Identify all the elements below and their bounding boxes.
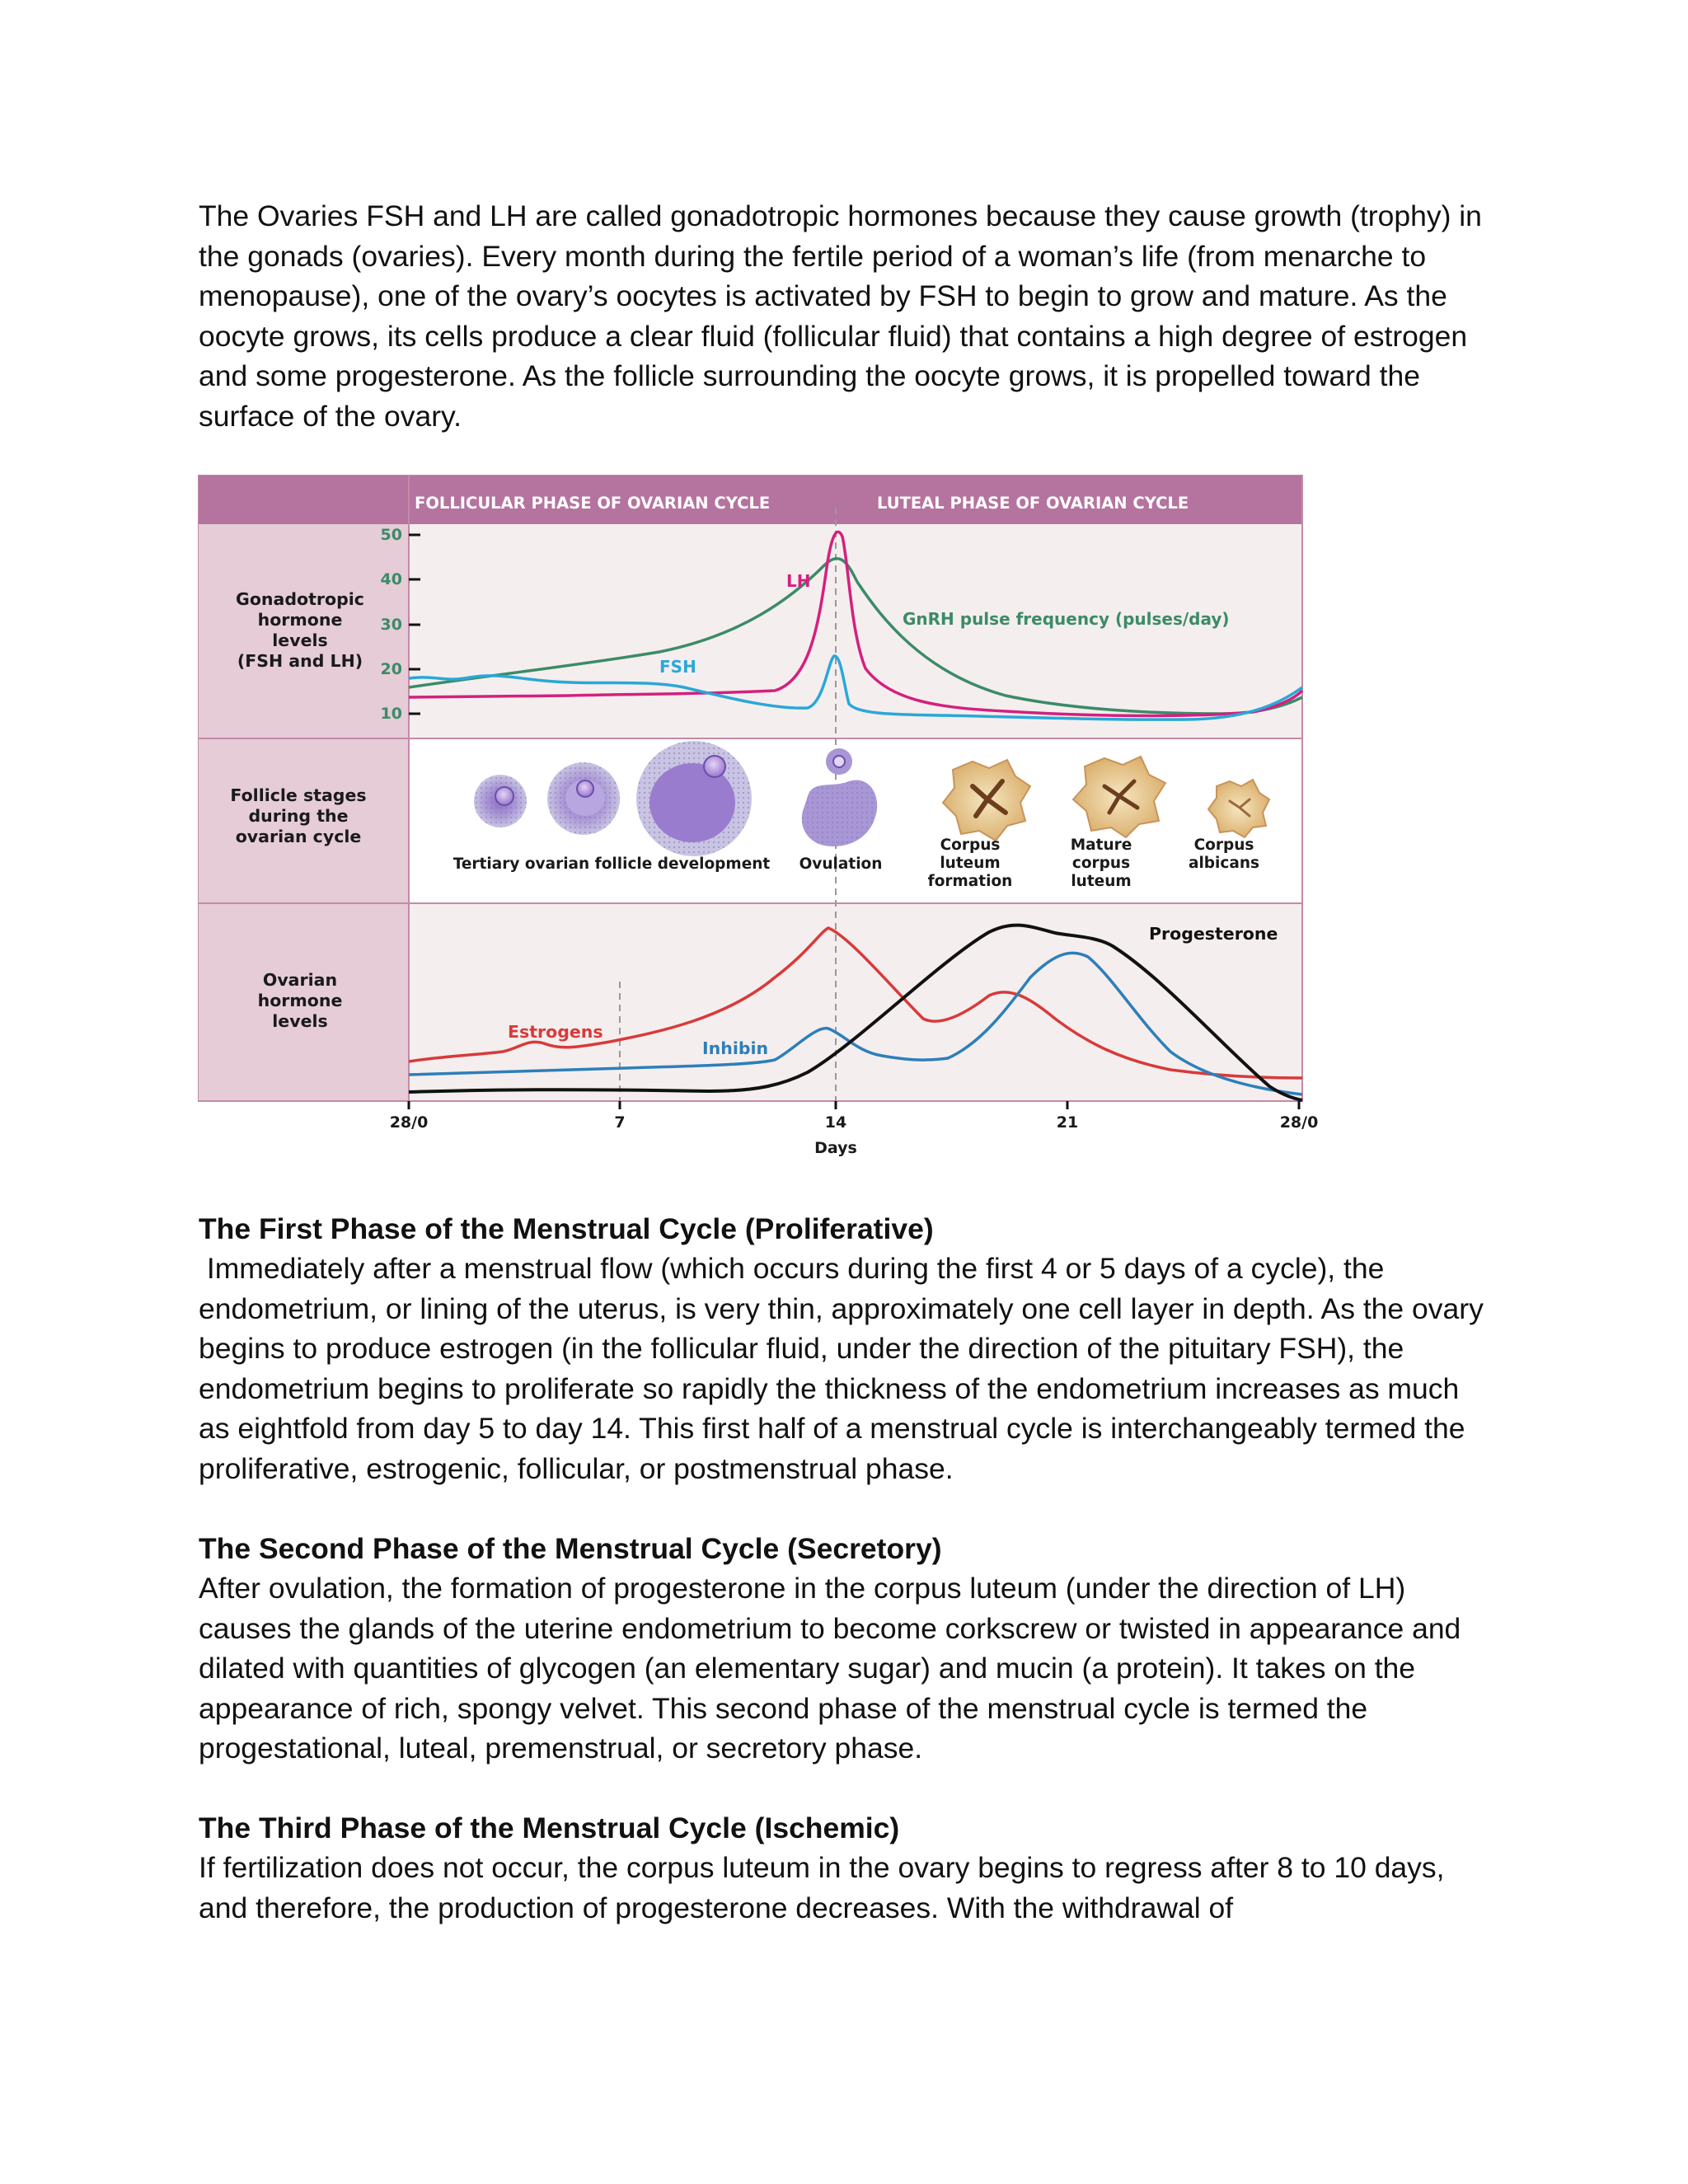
section-title: The First Phase of the Menstrual Cycle (Proliferative)	[199, 1212, 934, 1245]
section-title: The Third Phase of the Menstrual Cycle (Ischemic)	[199, 1811, 900, 1844]
section-body: If fertilization does not occur, the corpus luteum in the ovary begins to regress after 8 to 10 days, and therefore, the production of progesterone decreases. With the withdrawal of	[199, 1851, 1445, 1924]
corpus-luteum-formation-label-line: Corpus	[940, 837, 1001, 854]
section-title: The Second Phase of the Menstrual Cycle (Secretory)	[199, 1532, 942, 1565]
x-tick-label: 14	[824, 1113, 847, 1132]
y-tick-label: 30	[380, 616, 402, 634]
ovarian-label-line: hormone	[257, 991, 343, 1010]
follicular-phase-header: FOLLICULAR PHASE OF OVARIAN CYCLE	[415, 494, 771, 513]
gonadotropic-label-line: (FSH and LH)	[237, 651, 363, 671]
ovarian-label-line: levels	[272, 1011, 328, 1031]
ovarian-cycle-figure	[198, 475, 1335, 1167]
follicle-tertiary-illustration	[636, 741, 752, 856]
y-tick-label: 10	[380, 705, 402, 723]
section-body: Immediately after a menstrual flow (which occurs during the first 4 or 5 days of a cycle), the endometrium, or lining of the uterus, is very thin, approximately one cell layer in depth. As the ovary begins to produce estrogen (in the follicular fluid, under the direction of the pituitary FSH), the endometrium begins to proliferate so rapidly the thickness of the endometrium increases as much as eightfold from day 5 to day 14. This first half of a menstrual cycle is interchangeably termed the proliferative, estrogenic, follicular, or postmenstrual phase.	[199, 1252, 1492, 1485]
luteal-phase-header: LUTEAL PHASE OF OVARIAN CYCLE	[877, 494, 1189, 513]
corpus-luteum-formation-label-line: formation	[927, 873, 1013, 890]
inhibin-label: Inhibin	[702, 1038, 769, 1058]
x-axis-title: Days	[814, 1139, 857, 1157]
corpus-luteum-formation-label-line: luteum	[940, 855, 1001, 872]
y-tick-label: 20	[380, 660, 402, 678]
ovarian-cycle-diagram	[198, 475, 1335, 1167]
y-tick-label: 50	[380, 526, 402, 544]
x-tick-label: 28/0	[389, 1113, 429, 1132]
fsh-label: FSH	[659, 657, 696, 677]
progesterone-label: Progesterone	[1149, 924, 1278, 944]
x-tick-label: 7	[614, 1113, 626, 1132]
estrogens-label: Estrogens	[508, 1022, 603, 1042]
section-body: After ovulation, the formation of progesterone in the corpus luteum (under the direction of LH) causes the glands of the uterine endometrium to become corkscrew or twisted in appearance and dilated with quantities of glycogen (an elementary sugar) and mucin (a protein). It takes on the appearance of rich, spongy velvet. This second phase of the menstrual cycle is termed the progestational, luteal, premenstrual, or secretory phase.	[199, 1572, 1461, 1765]
follicle-secondary-illustration	[547, 762, 620, 835]
mature-corpus-luteum-label-line: Mature	[1070, 837, 1132, 854]
mature-corpus-luteum-label-line: luteum	[1071, 873, 1132, 890]
follicle-label-line: ovarian cycle	[235, 827, 362, 846]
gonadotropic-label-line: levels	[272, 630, 328, 650]
gonadotropic-label-line: Gonadotropic	[236, 589, 364, 609]
lh-label: LH	[786, 571, 811, 591]
tertiary-follicle-label: Tertiary ovarian follicle development	[452, 855, 771, 873]
corpus-albicans-label-line: Corpus	[1193, 837, 1254, 854]
mature-corpus-luteum-label-line: corpus	[1071, 855, 1131, 872]
ovulation-label: Ovulation	[799, 855, 883, 873]
gnrh-label: GnRH pulse frequency (pulses/day)	[903, 609, 1230, 629]
intro-paragraph: The Ovaries FSH and LH are called gonadotropic hormones because they cause growth (trophy) in the gonads (ovaries). Every month during the fertile period of a woman’s life (from menarche to menopause), one of the ovary’s oocytes is activated by FSH to begin to grow and mature. As the oocyte grows, its cells produce a clear fluid (follicular fluid) that contains a high degree of estrogen and some progesterone. As the follicle surrounding the oocyte grows, it is propelled toward the surface of the ovary.	[199, 199, 1482, 433]
x-tick-label: 21	[1056, 1113, 1079, 1132]
follicle-label-line: during the	[248, 806, 349, 826]
follicle-label-line: Follicle stages	[230, 785, 367, 805]
follicle-primary-illustration	[474, 775, 527, 827]
corpus-albicans-label-line: albicans	[1188, 855, 1260, 872]
x-tick-label: 28/0	[1279, 1113, 1319, 1132]
ovarian-label-line: Ovarian	[262, 970, 338, 990]
gonadotropic-label-line: hormone	[257, 610, 343, 630]
y-tick-label: 40	[380, 570, 402, 588]
